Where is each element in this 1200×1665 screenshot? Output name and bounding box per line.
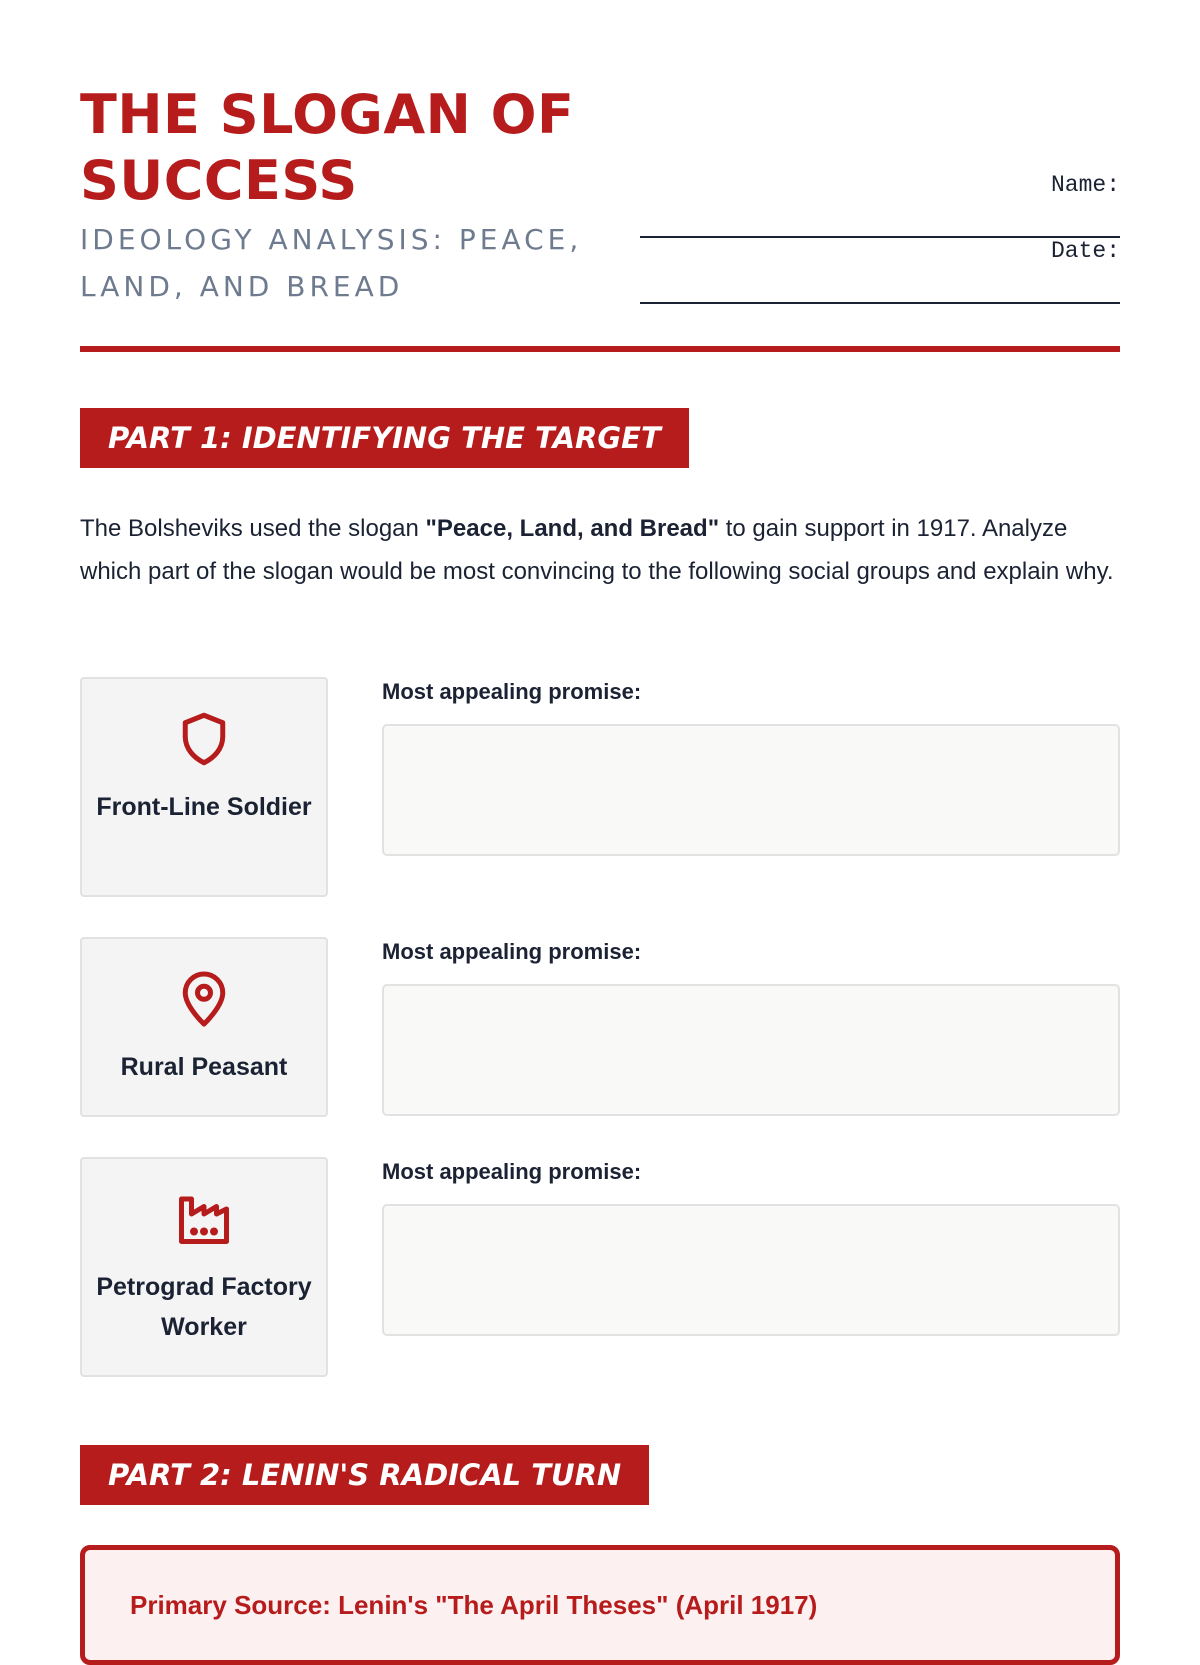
source-title: Primary Source: Lenin's "The April Theses" (April 1917) bbox=[130, 1590, 818, 1620]
header-divider bbox=[80, 346, 1120, 352]
group-row-peasant bbox=[80, 937, 1120, 1117]
student-info bbox=[640, 172, 1120, 304]
answer-box-worker[interactable] bbox=[382, 1204, 1120, 1336]
primary-source-box bbox=[80, 1545, 1120, 1665]
prompt-label-worker: Most appealing promise: bbox=[382, 1159, 642, 1184]
page-subtitle: IDEOLOGY ANALYSIS: PEACE, LAND, AND BREAD bbox=[80, 223, 583, 303]
group-card-soldier bbox=[80, 677, 328, 897]
page-title: THE SLOGAN OF SUCCESS bbox=[80, 83, 575, 212]
group-card-worker bbox=[80, 1157, 328, 1377]
name-field[interactable] bbox=[640, 172, 1120, 238]
part1-intro bbox=[80, 507, 1120, 593]
intro-slogan: "Peace, Land, and Bread" bbox=[425, 515, 720, 542]
intro-text-end: to gain support in 1917. Analyze which part of the slogan would be most convincing to the following social groups and explain why. bbox=[80, 515, 1114, 585]
prompt-label-soldier: Most appealing promise: bbox=[382, 679, 642, 704]
prompt-label-peasant: Most appealing promise: bbox=[382, 939, 642, 964]
date-field[interactable] bbox=[640, 238, 1120, 304]
worksheet-header bbox=[80, 82, 1120, 352]
map-pin-icon bbox=[82, 969, 326, 1031]
answer-box-soldier[interactable] bbox=[382, 724, 1120, 856]
factory-icon bbox=[82, 1189, 326, 1251]
intro-text-start: The Bolsheviks used the slogan bbox=[80, 515, 426, 542]
date-label: Date: bbox=[1050, 238, 1120, 264]
answer-box-peasant[interactable] bbox=[382, 984, 1120, 1116]
worksheet-page bbox=[80, 0, 1120, 1620]
group-name-peasant: Rural Peasant bbox=[120, 1053, 288, 1081]
group-card-peasant bbox=[80, 937, 328, 1117]
name-label: Name: bbox=[1050, 172, 1120, 198]
shield-icon bbox=[82, 709, 326, 771]
group-name-soldier: Front-Line Soldier bbox=[96, 793, 312, 821]
part2-heading: PART 2: LENIN'S RADICAL TURN bbox=[80, 1445, 649, 1505]
group-row-worker bbox=[80, 1157, 1120, 1377]
group-row-soldier bbox=[80, 677, 1120, 897]
group-name-worker: Petrograd Factory Worker bbox=[96, 1273, 312, 1341]
part1-heading: PART 1: IDENTIFYING THE TARGET bbox=[80, 408, 689, 468]
